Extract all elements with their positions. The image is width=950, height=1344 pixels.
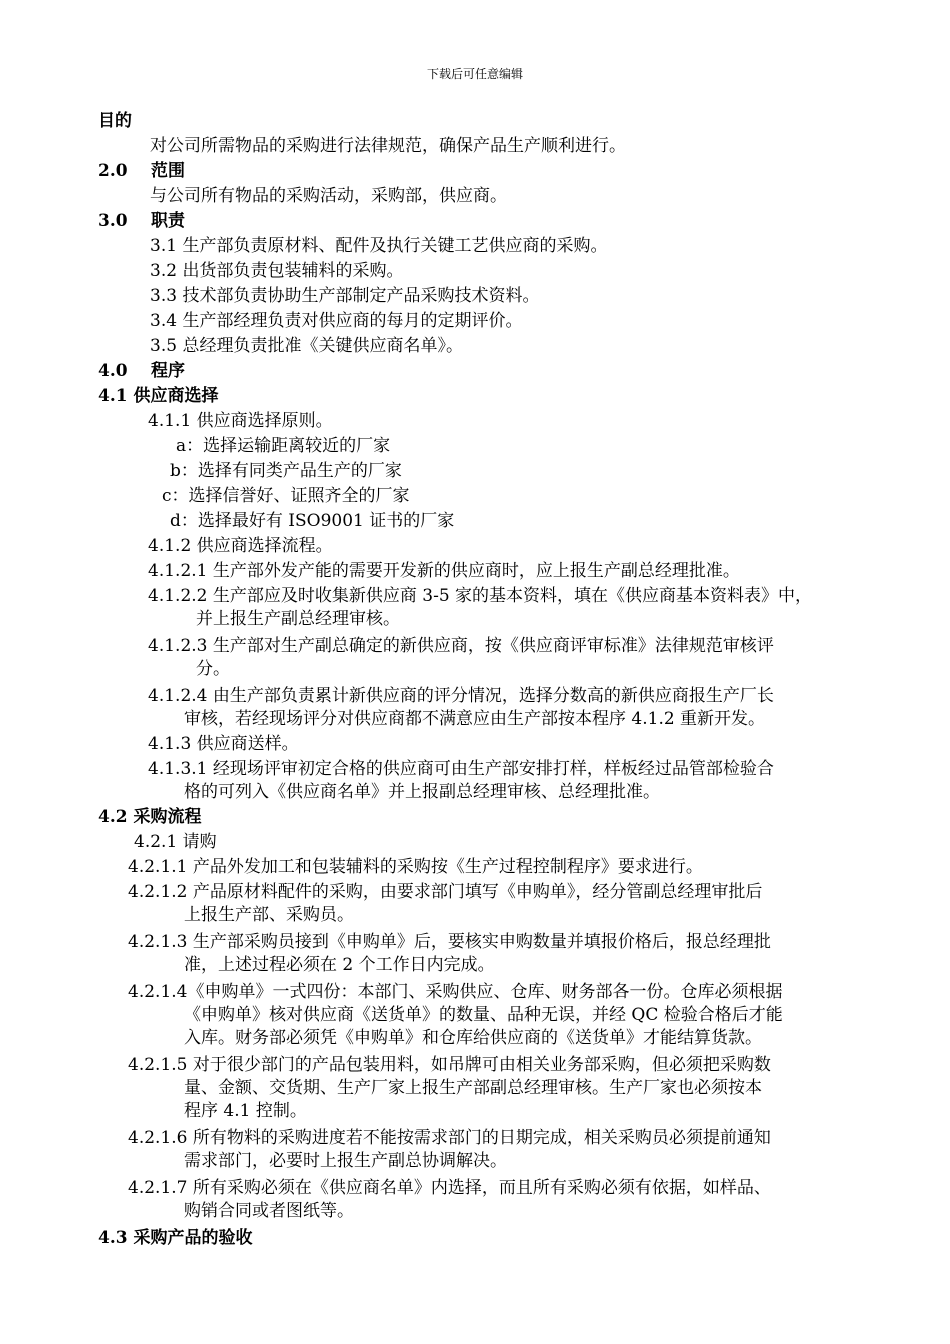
clause-4-2-1-6: 4.2.1.6 所有物料的采购进度若不能按需求部门的日期完成，相关采购员必须提前通知	[128, 1128, 771, 1148]
purpose-text: 对公司所需物品的采购进行法律规范，确保产品生产顺利进行。	[150, 136, 626, 156]
clause-4-1-2-3-cont: 分。	[196, 659, 230, 679]
clause-4-1-3-1: 4.1.3.1 经现场评审初定合格的供应商可由生产部安排打样，样板经过品管部检验合	[148, 759, 774, 779]
responsibility-item: 3.5 总经理负责批准《关键供应商名单》。	[150, 336, 463, 356]
clause-4-2-1-4-cont: 《申购单》核对供应商《送货单》的数量、品种无误，并经 QC 检验合格后才能	[184, 1005, 783, 1025]
clause-4-1-2-4-cont: 审核，若经现场评分对供应商都不满意应由生产部按本程序 4.1.2 重新开发。	[184, 709, 766, 729]
clause-4-2-1-2-cont: 上报生产部、采购员。	[184, 905, 354, 925]
section-number: 4.0	[98, 361, 128, 381]
clause-4-2-1-4: 4.2.1.4《申购单》一式四份：本部门、采购供应、仓库、财务部各一份。仓库必须根据	[128, 982, 783, 1002]
subsection-title-acceptance: 4.3 采购产品的验收	[98, 1228, 253, 1248]
clause-4-2-1: 4.2.1 请购	[134, 832, 217, 852]
criteria-item: c：选择信誉好、证照齐全的厂家	[162, 486, 410, 506]
criteria-item: a：选择运输距离较近的厂家	[176, 436, 391, 456]
clause-4-1-1: 4.1.1 供应商选择原则。	[148, 411, 333, 431]
clause-4-2-1-5-cont: 程序 4.1 控制。	[184, 1101, 307, 1121]
clause-4-1-2-4: 4.1.2.4 由生产部负责累计新供应商的评分情况，选择分数高的新供应商报生产厂长	[148, 686, 774, 706]
responsibility-item: 3.3 技术部负责协助生产部制定产品采购技术资料。	[150, 286, 540, 306]
clause-4-2-1-4-cont: 入库。财务部必须凭《申购单》和仓库给供应商的《送货单》才能结算货款。	[184, 1028, 762, 1048]
clause-4-2-1-5-cont: 量、金额、交货期、生产厂家上报生产部副总经理审核。生产厂家也必须按本	[184, 1078, 762, 1098]
section-heading-procedure	[98, 360, 185, 382]
clause-4-1-2-3: 4.1.2.3 生产部对生产副总确定的新供应商，按《供应商评审标准》法律规范审核评	[148, 636, 774, 656]
section-heading-responsibility	[98, 210, 185, 232]
clause-4-2-1-3-cont: 准，上述过程必须在 2 个工作日内完成。	[184, 955, 495, 975]
clause-4-1-3: 4.1.3 供应商送样。	[148, 734, 299, 754]
clause-4-2-1-7: 4.2.1.7 所有采购必须在《供应商名单》内选择，而且所有采购必须有依据，如样品、	[128, 1178, 771, 1198]
clause-4-2-1-5: 4.2.1.5 对于很少部门的产品包装用料，如吊牌可由相关业务部采购，但必须把采购数	[128, 1055, 771, 1075]
clause-4-2-1-6-cont: 需求部门，必要时上报生产副总协调解决。	[184, 1151, 507, 1171]
criteria-item: d：选择最好有 ISO9001 证书的厂家	[170, 511, 455, 531]
section-title-responsibility: 职责	[151, 211, 185, 231]
criteria-item: b：选择有同类产品生产的厂家	[170, 461, 402, 481]
section-title-scope: 范围	[151, 161, 185, 181]
clause-4-1-2: 4.1.2 供应商选择流程。	[148, 536, 333, 556]
section-heading-scope	[98, 160, 185, 182]
clause-4-1-3-1-cont: 格的可列入《供应商名单》并上报副总经理审核、总经理批准。	[184, 782, 660, 802]
responsibility-item: 3.1 生产部负责原材料、配件及执行关键工艺供应商的采购。	[150, 236, 608, 256]
clause-4-1-2-1: 4.1.2.1 生产部外发产能的需要开发新的供应商时，应上报生产副总经理批准。	[148, 561, 740, 581]
clause-4-2-1-2: 4.2.1.2 产品原材料配件的采购，由要求部门填写《申购单》，经分管副总经理审批后	[128, 882, 763, 902]
section-title-procedure: 程序	[151, 361, 185, 381]
subsection-title-purchasing-process: 4.2 采购流程	[98, 807, 202, 827]
section-number: 3.0	[98, 211, 128, 231]
section-number: 2.0	[98, 161, 128, 181]
clause-4-1-2-2-cont: 并上报生产副总经理审核。	[196, 609, 400, 629]
subsection-title-supplier-selection: 4.1 供应商选择	[98, 386, 219, 406]
page-header: 下载后可任意编辑	[426, 67, 523, 81]
clause-4-2-1-7-cont: 购销合同或者图纸等。	[184, 1201, 354, 1221]
responsibility-item: 3.2 出货部负责包装辅料的采购。	[150, 261, 404, 281]
clause-4-2-1-1: 4.2.1.1 产品外发加工和包装辅料的采购按《生产过程控制程序》要求进行。	[128, 857, 703, 877]
scope-text: 与公司所有物品的采购活动，采购部，供应商。	[150, 186, 507, 206]
section-title-purpose: 目的	[98, 111, 132, 131]
clause-4-1-2-2: 4.1.2.2 生产部应及时收集新供应商 3-5 家的基本资料，填在《供应商基本资料表》中，	[148, 586, 813, 606]
clause-4-2-1-3: 4.2.1.3 生产部采购员接到《申购单》后，要核实申购数量并填报价格后，报总经理批	[128, 932, 771, 952]
responsibility-item: 3.4 生产部经理负责对供应商的每月的定期评价。	[150, 311, 523, 331]
